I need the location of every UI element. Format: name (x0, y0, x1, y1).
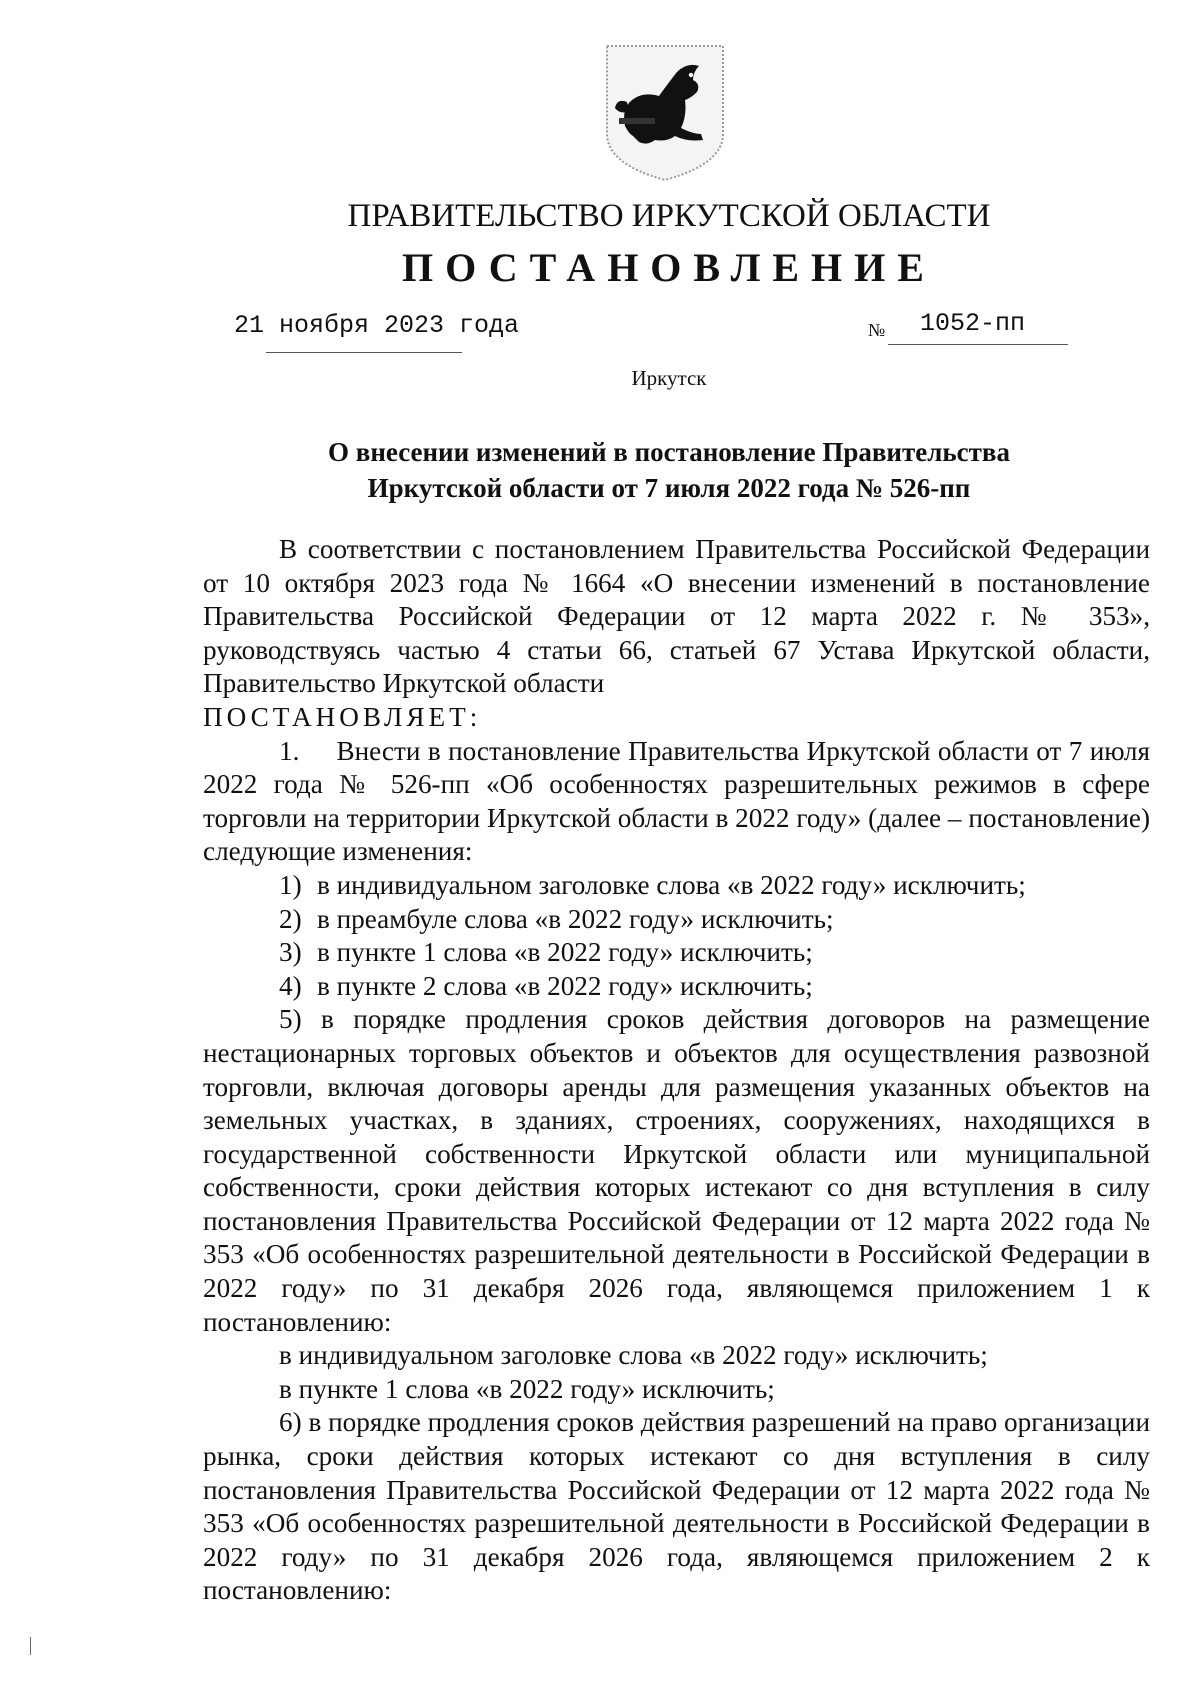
document-subject (0, 434, 1200, 506)
subject-line-1: О внесении изменений в постановление Правительства (328, 437, 1010, 467)
government-name: ПРАВИТЕЛЬСТВО ИРКУТСКОЙ ОБЛАСТИ (347, 198, 991, 234)
document-city: Иркутск (631, 366, 707, 390)
item-5-subitem-2: в пункте 1 слова «в 2022 году» исключить; (279, 1373, 775, 1404)
list-item (203, 936, 1150, 970)
date-underline (266, 352, 462, 353)
document-number: 1052-пп (920, 309, 1026, 338)
item-6-paragraph: 6) в порядке продления сроков действия разрешений на право организации рынка, сроки действия которых истекают со дня вступления в силу постановления Правительства Российской Федерации от 12 марта 2022 года № 353 «Об особенностях разрешительной деятельности в Российской Федерации в 2022 году» по 31 декабря 2026 года, являющемся приложением 2 к постановлению: (203, 1407, 1150, 1606)
margin-mark (30, 1637, 31, 1655)
irkutsk-coat-of-arms-icon (603, 42, 727, 184)
item-5-paragraph: 5) в порядке продления сроков действия договоров на размещение нестационарных торговых объектов и объектов для осуществления развозной торговли, включая договоры аренды для размещения указанных объектов на земельных участках, в зданиях, строениях, сооружениях, находящихся в государственной собственности Иркутской области или муниципальной собственности, сроки действия которых истекают со дня вступления в силу постановления Правительства Российской Федерации от 12 марта 2022 года № 353 «Об особенностях разрешительной деятельности в Российской Федерации в 2022 году» по 31 декабря 2026 года, являющемся приложением 1 к постановлению: (203, 1004, 1150, 1337)
document-body (203, 533, 1150, 1608)
number-sign: № (868, 320, 886, 340)
list-item-number: 2) (279, 903, 302, 934)
list-item (203, 903, 1150, 937)
item-5-subitem-1: в индивидуальном заголовке слова «в 2022 году» исключить; (279, 1340, 988, 1371)
number-underline (888, 344, 1068, 345)
list-item-number: 4) (279, 970, 302, 1001)
list-item (203, 970, 1150, 1004)
list-item-number: 1) (279, 869, 302, 900)
list-item-text: в индивидуальном заголовке слова «в 2022 году» исключить; (317, 869, 1026, 900)
list-item-text: в преамбуле слова «в 2022 году» исключить; (317, 903, 834, 934)
subject-line-2: Иркутской области от 7 июля 2022 года № 526-пп (367, 473, 971, 503)
list-item-number: 3) (279, 937, 302, 968)
document-date: 21 ноября 2023 года (234, 311, 520, 340)
list-item-text: в пункте 1 слова «в 2022 году» исключить; (317, 937, 813, 968)
document-type: ПОСТАНОВЛЕНИЕ (402, 245, 936, 290)
preamble-paragraph: В соответствии с постановлением Правительства Российской Федерации от 10 октября 2023 года № 1664 «О внесении изменений в постановление Правительства Российской Федерации от 12 марта 2022 г. № 353», руководствуясь частью 4 статьи 66, статьей 67 Устава Иркутской области, Правительство Иркутской области (203, 534, 1150, 699)
list-item (203, 869, 1150, 903)
point-1-paragraph: 1. Внести в постановление Правительства Иркутской области от 7 июля 2022 года № 526-пп «Об особенностях разрешительных режимов в сфере торговли на территории Иркутской области в 2022 году» (далее – постановление) следующие изменения: (203, 735, 1150, 867)
list-item-text: в пункте 2 слова «в 2022 году» исключить; (317, 970, 813, 1001)
resolves-heading: ПОСТАНОВЛЯЕТ: (203, 701, 482, 732)
